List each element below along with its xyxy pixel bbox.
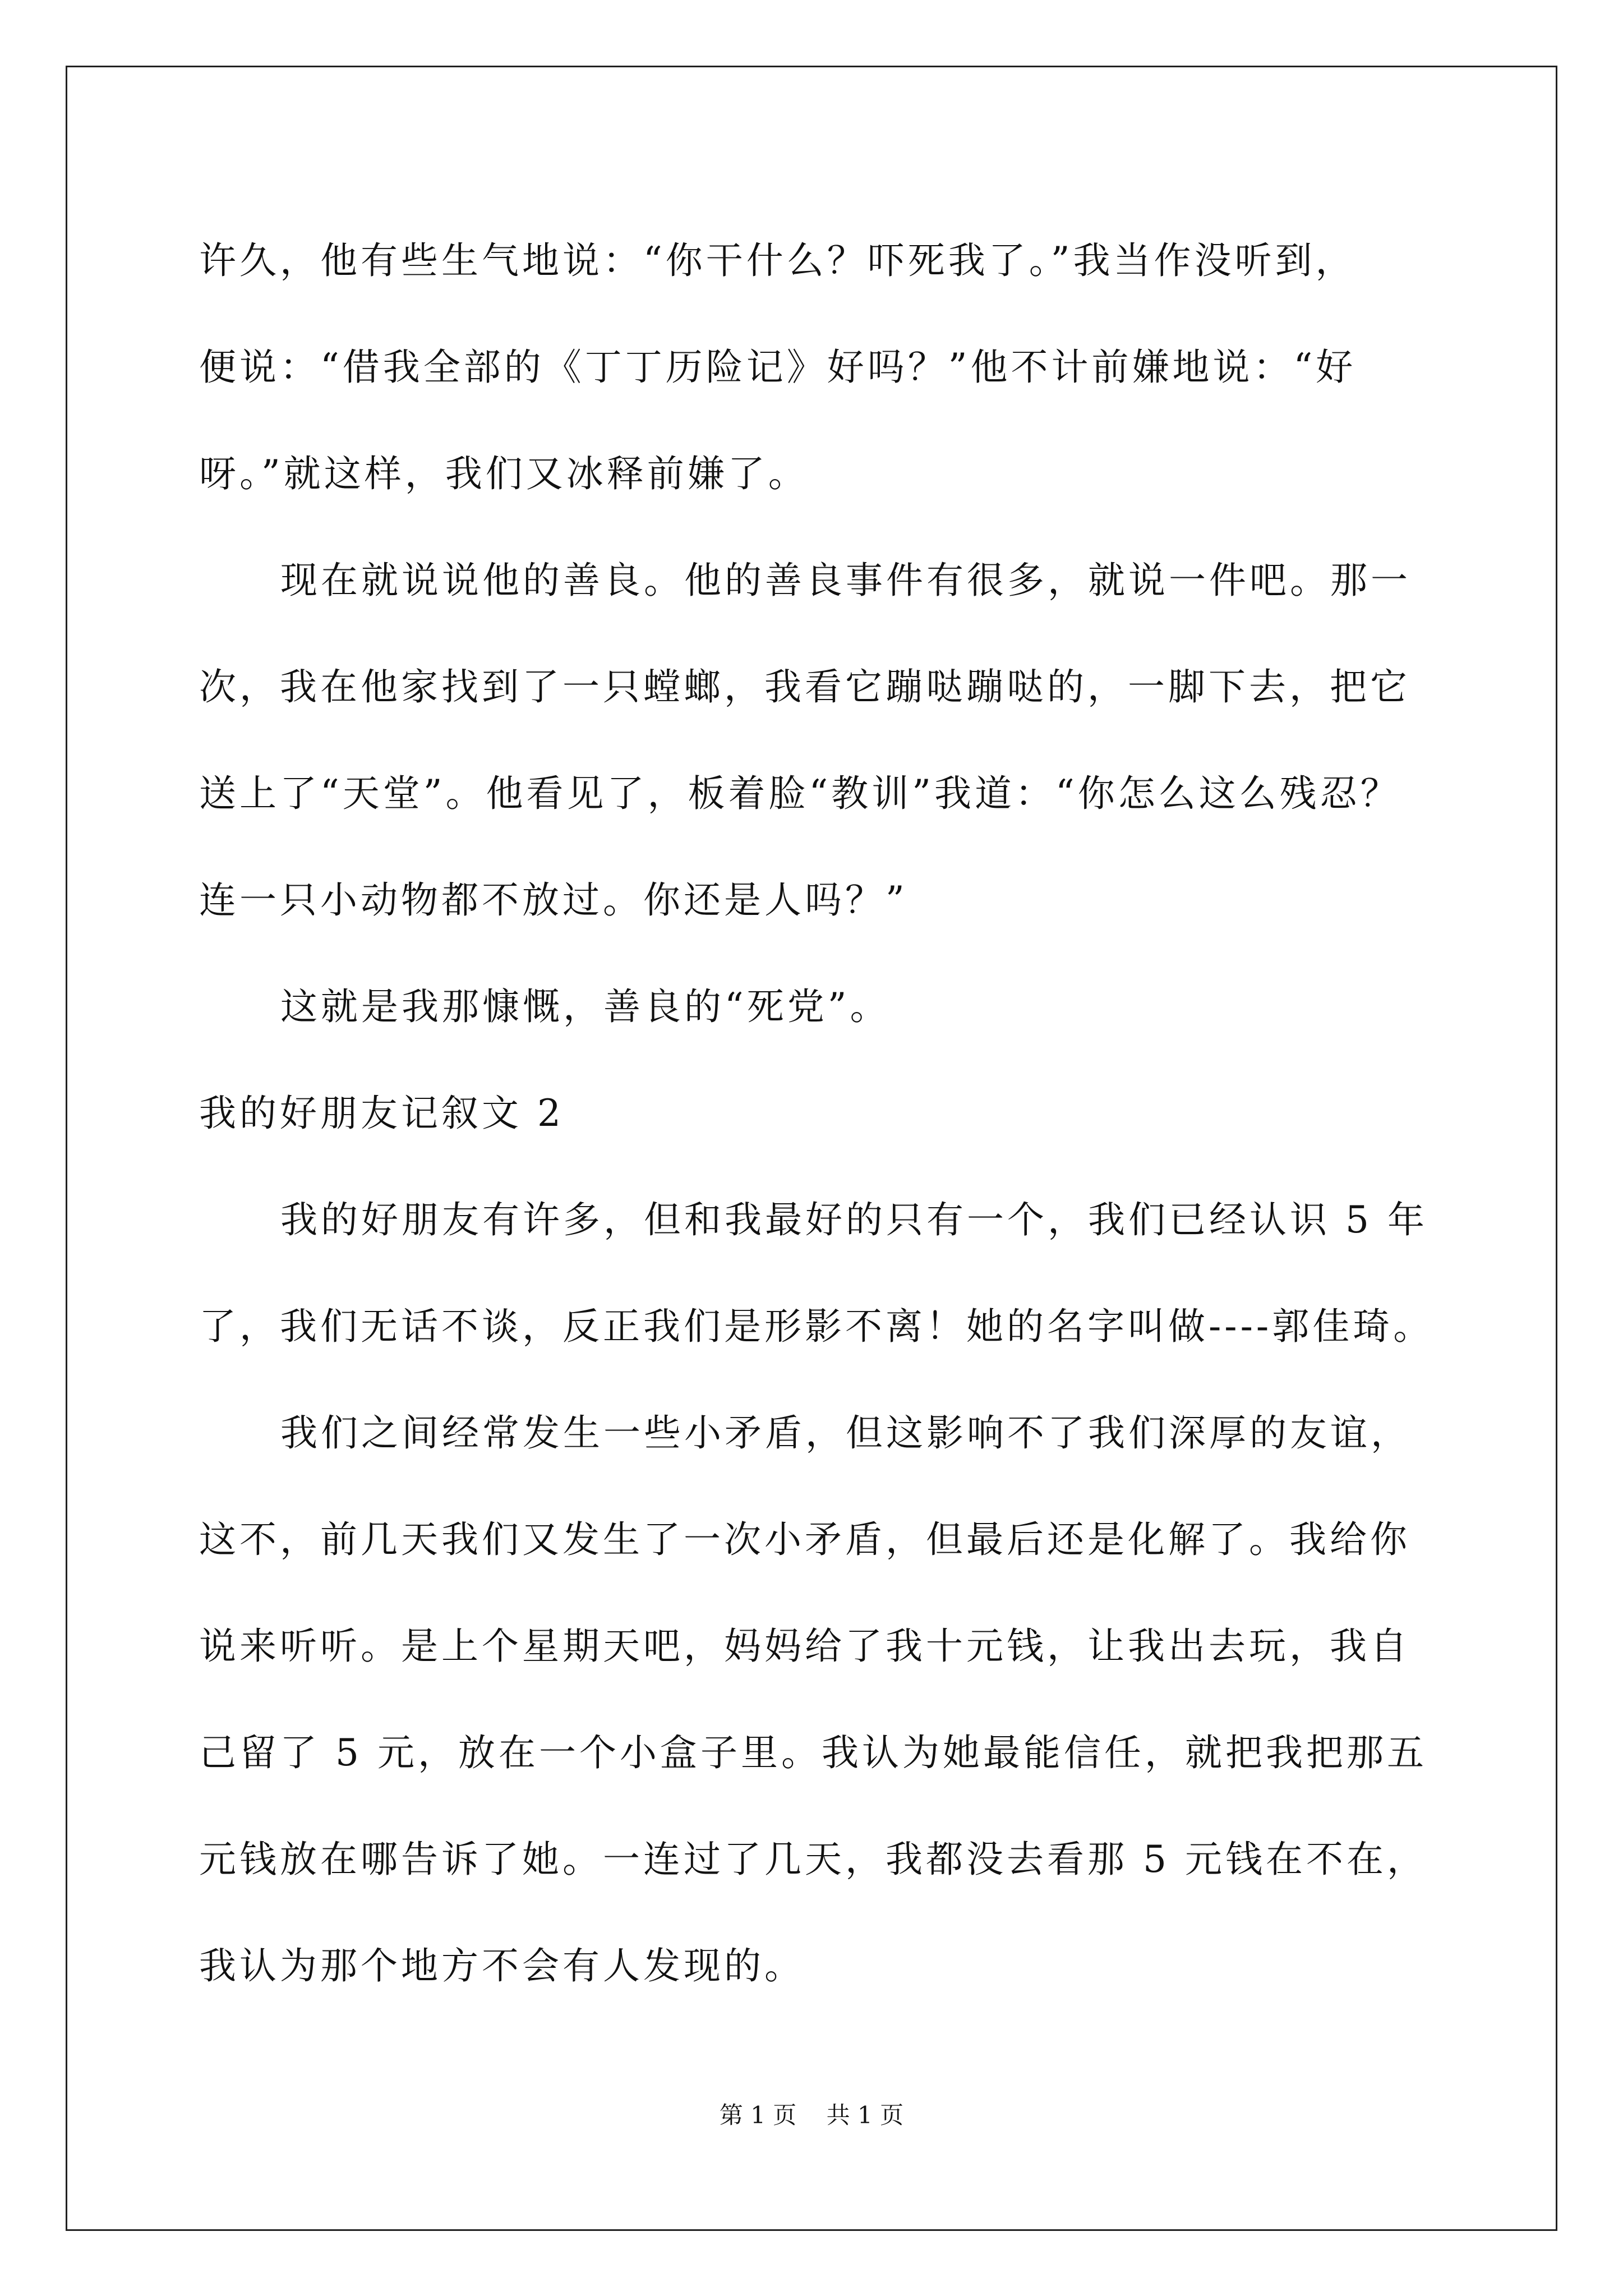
section-title: 我的好朋友记叙文 2	[199, 1092, 564, 1135]
total-pages: 共 1 页	[826, 2101, 904, 2129]
text-line: 许久，他有些生气地说：“你干什么？吓死我了。”我当作没听到，	[199, 239, 1356, 282]
text-line: 说来听听。是上个星期天吧，妈妈给了我十元钱，让我出去玩，我自	[199, 1625, 1410, 1668]
text-line: 了，我们无话不谈，反正我们是形影不离！她的名字叫做----郭佳琦。	[199, 1305, 1434, 1348]
paragraph-start-line: 现在就说说他的善良。他的善良事件有很多，就说一件吧。那一	[280, 559, 1411, 602]
text-line: 这不，前几天我们又发生了一次小矛盾，但最后还是化解了。我给你	[199, 1518, 1410, 1561]
paragraph-start-line: 我的好朋友有许多，但和我最好的只有一个，我们已经认识 5 年	[280, 1198, 1428, 1241]
text-line: 便说：“借我全部的《丁丁历险记》好吗？”他不计前嫌地说：“好	[199, 346, 1357, 389]
paragraph-start-line: 这就是我那慷慨，善良的“死党”。	[280, 985, 891, 1028]
text-line: 己留了 5 元，放在一个小盒子里。我认为她最能信任，就把我把那五	[199, 1731, 1427, 1774]
paragraph-start-line: 我们之间经常发生一些小矛盾，但这影响不了我们深厚的友谊，	[280, 1411, 1411, 1455]
text-line: 连一只小动物都不放过。你还是人吗？”	[199, 878, 908, 922]
text-line: 次，我在他家找到了一只螳螂，我看它蹦哒蹦哒的，一脚下去，把它	[199, 665, 1410, 708]
text-line: 元钱放在哪告诉了她。一连过了几天，我都没去看那 5 元钱在不在，	[199, 1838, 1427, 1881]
page-footer	[0, 2097, 1623, 2131]
text-line: 送上了“天堂”。他看见了，板着脸“教训”我道：“你怎么这么残忍？	[199, 772, 1401, 815]
text-line: 我认为那个地方不会有人发现的。	[199, 1944, 805, 1987]
text-line: 呀。”就这样，我们又冰释前嫌了。	[199, 452, 809, 495]
document-body	[199, 208, 1455, 2019]
page-number: 第 1 页	[719, 2101, 797, 2129]
